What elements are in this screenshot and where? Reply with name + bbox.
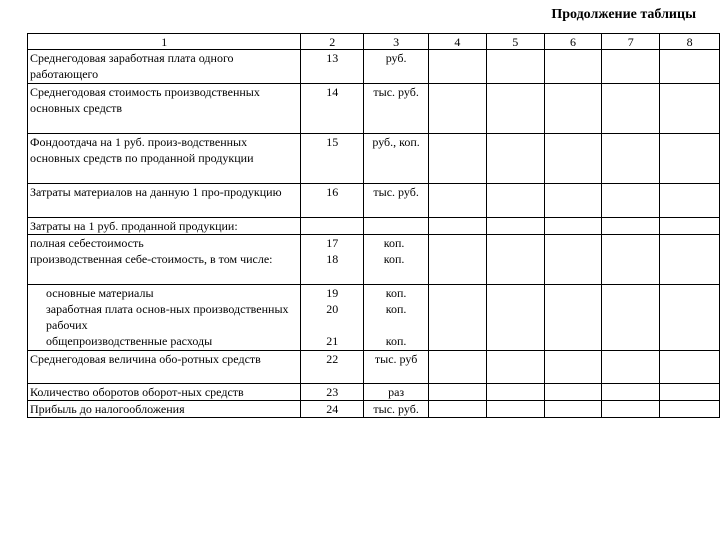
table-row (28, 401, 720, 418)
row-number: 16 (301, 184, 364, 218)
row-unit: коп. (385, 334, 407, 348)
header-col-6: 6 (544, 34, 602, 50)
row-number: 18 (326, 252, 339, 266)
table-row (28, 218, 720, 235)
table-row (28, 184, 720, 218)
row-label: производственная себе-стоимость, в том числе: (30, 252, 273, 266)
row-number: 24 (301, 401, 364, 418)
header-col-8: 8 (660, 34, 720, 50)
row-label: Фондоотдача на 1 руб. произ-водственных основных средств по проданной продукции (28, 134, 301, 184)
row-label (28, 285, 301, 351)
row-unit: руб., коп. (364, 134, 429, 184)
table-row (28, 50, 720, 84)
header-col-7: 7 (602, 34, 660, 50)
row-label: Среднегодовая заработная плата одного работающего (28, 50, 301, 84)
row-number: 17 (326, 236, 339, 250)
table-row (28, 235, 720, 285)
row-unit (364, 285, 429, 351)
row-label (28, 235, 301, 285)
row-number (301, 218, 364, 235)
row-number: 22 (301, 351, 364, 384)
table-caption: Продолжение таблицы (551, 7, 696, 22)
row-label: Количество оборотов оборот-ных средств (28, 384, 301, 401)
data-table (27, 33, 720, 418)
row-label: полная себестоимость (30, 236, 144, 250)
row-unit: коп. (383, 236, 405, 250)
row-label: Среднегодовая стоимость производственных основных средств (28, 84, 301, 134)
header-col-5: 5 (486, 34, 544, 50)
row-unit (364, 218, 429, 235)
header-col-3: 3 (364, 34, 429, 50)
table-row (28, 351, 720, 384)
row-number: 14 (301, 84, 364, 134)
row-unit: коп. (383, 252, 405, 266)
row-number (301, 235, 364, 285)
row-unit (364, 235, 429, 285)
row-label: Затраты материалов на данную 1 про-продукцию (28, 184, 301, 218)
row-number: 19 (326, 286, 339, 300)
row-unit: тыс. руб. (364, 184, 429, 218)
row-label: Затраты на 1 руб. проданной продукции: (28, 218, 301, 235)
table-row (28, 134, 720, 184)
row-unit: руб. (364, 50, 429, 84)
row-number: 23 (301, 384, 364, 401)
header-col-1: 1 (28, 34, 301, 50)
header-row (28, 34, 720, 50)
header-col-2: 2 (301, 34, 364, 50)
row-number: 15 (301, 134, 364, 184)
row-label: Прибыль до налогообложения (28, 401, 301, 418)
row-label: заработная плата основ-ных производственных рабочих (46, 302, 289, 332)
row-number: 20 (326, 302, 339, 316)
table-row (28, 285, 720, 351)
row-label: основные материалы (46, 286, 154, 300)
row-unit: раз (364, 384, 429, 401)
row-number: 13 (301, 50, 364, 84)
header-col-4: 4 (429, 34, 487, 50)
row-number: 21 (326, 334, 339, 348)
table-row (28, 84, 720, 134)
row-label: общепроизводственные расходы (46, 334, 213, 348)
row-label: Среднегодовая величина обо-ротных средств (28, 351, 301, 384)
row-unit: тыс. руб. (364, 401, 429, 418)
row-number (301, 285, 364, 351)
row-unit: коп. (385, 286, 407, 300)
row-unit: тыс. руб (364, 351, 429, 384)
row-unit: тыс. руб. (364, 84, 429, 134)
table-row (28, 384, 720, 401)
row-unit: коп. (385, 302, 407, 316)
